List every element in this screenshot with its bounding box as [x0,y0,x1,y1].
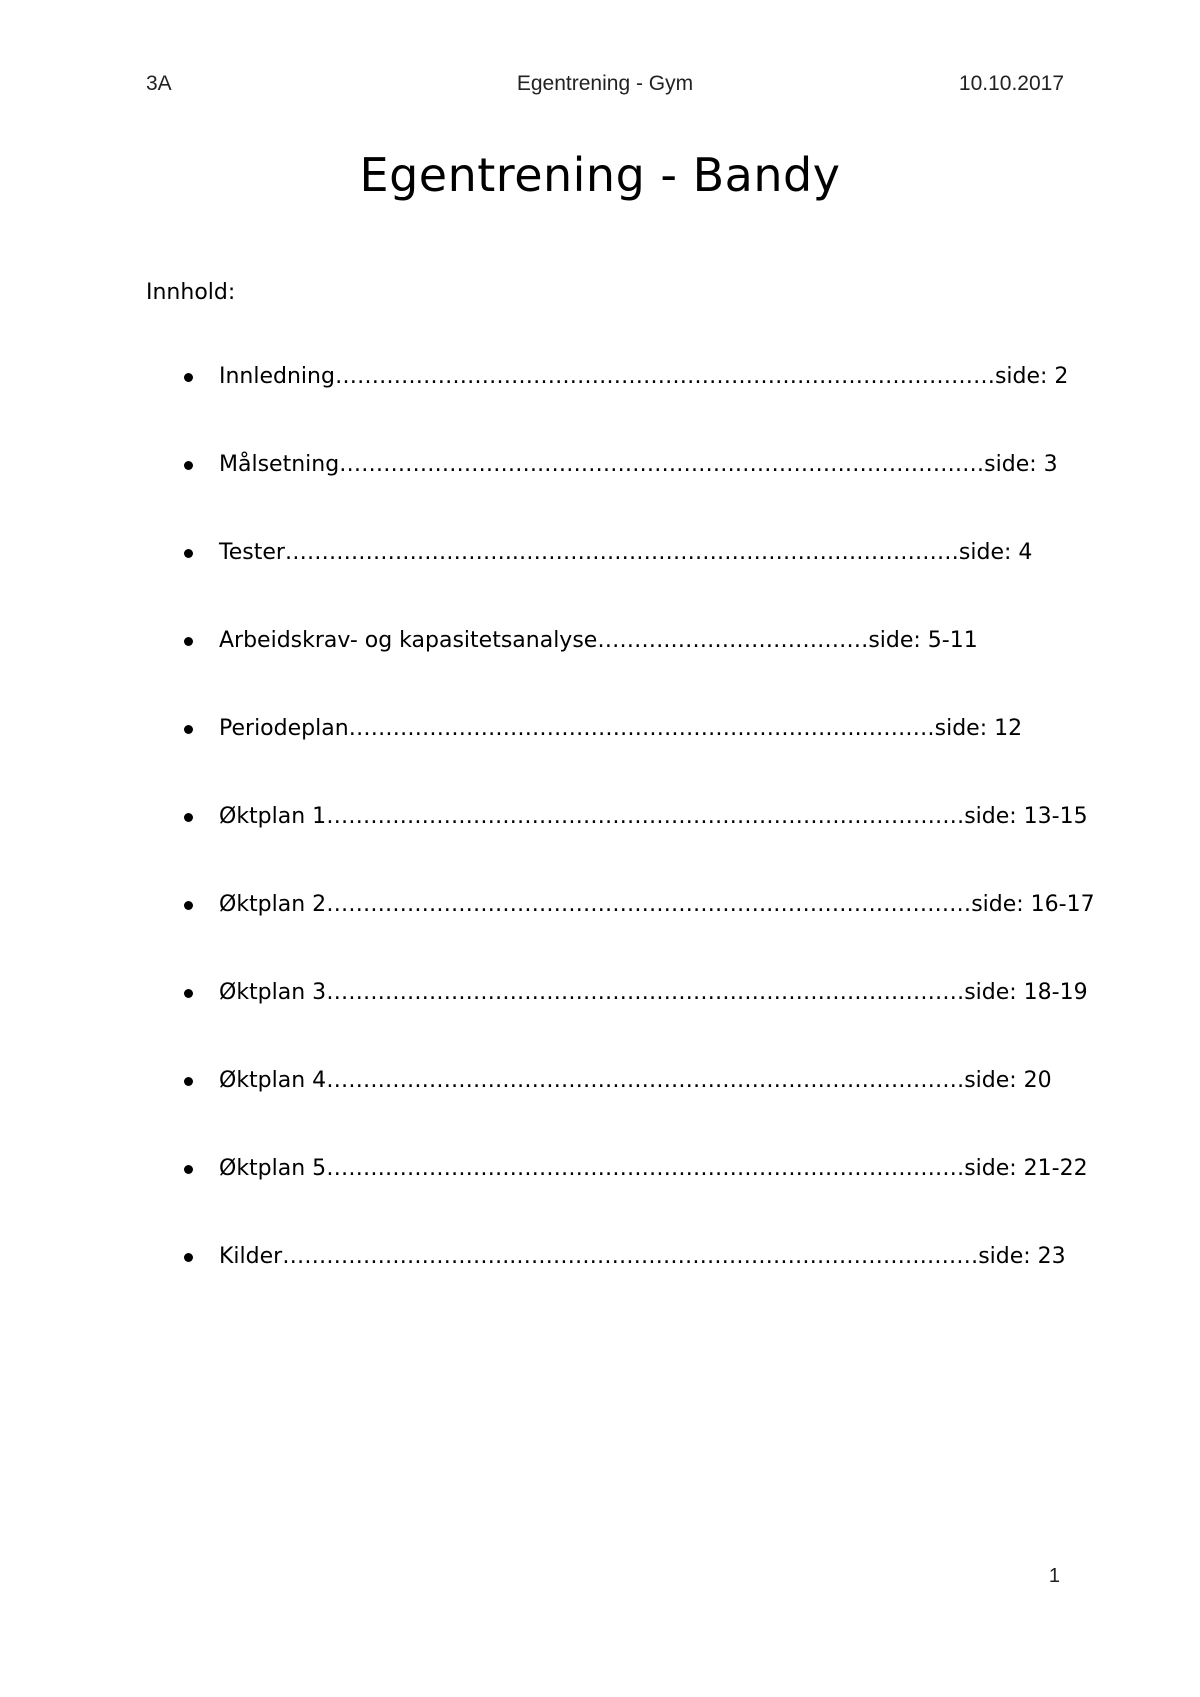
contents-label: Innhold: [146,280,236,305]
toc-label: Innledning [219,364,335,389]
toc-page-ref: side: 20 [964,1068,1052,1093]
toc-entry [219,1066,1052,1096]
toc-page-ref: side: 3 [984,452,1058,477]
bullet-icon [184,549,193,558]
bullet-icon [184,637,193,646]
toc-label: Øktplan 5 [219,1156,327,1181]
header-subject: Egentrening - Gym [516,72,694,95]
header-date: 10.10.2017 [958,72,1064,95]
toc-leader-dots: ……….……………………… [597,628,869,653]
bullet-icon [184,901,193,910]
toc-leader-dots: …………………………..……………………………………………………… [282,1244,979,1269]
toc-label: Periodeplan [219,716,349,741]
toc-leader-dots: …………………………………………………………………………… [326,980,965,1005]
bullet-icon [184,1253,193,1262]
toc-label: Øktplan 3 [219,980,327,1005]
toc-entry [219,626,978,656]
toc-entry [219,802,1088,832]
page-number: 1 [1048,1565,1060,1587]
toc-page-ref: side: 5-11 [868,628,978,653]
toc-entry [219,978,1088,1008]
toc-label: Øktplan 2 [219,892,327,917]
header-class: 3A [146,72,172,95]
toc-entry [219,450,1058,480]
toc-page-ref: side: 4 [958,540,1033,565]
bullet-icon [184,461,193,470]
toc-leader-dots: …………………………………………………………………………… [326,804,965,829]
bullet-icon [184,373,193,382]
toc-entry [219,714,1022,744]
toc-label: Øktplan 1 [219,804,327,829]
toc-page-ref: side: 2 [994,364,1069,389]
toc-page-ref: side: 12 [934,716,1023,741]
toc-leader-dots: …………………………………………………….……………………… [326,892,972,917]
bullet-icon [184,1077,193,1086]
toc-page-ref: side: 13-15 [964,804,1088,829]
toc-page-ref: side: 16-17 [971,892,1095,917]
toc-leader-dots: …………………………………………………………………………… [326,1068,965,1093]
toc-page-ref: side: 18-19 [964,980,1088,1005]
document-title: Egentrening - Bandy [359,148,841,202]
toc-leader-dots: ……………………………………………………………………………… [334,364,995,389]
toc-entry [219,362,1068,392]
toc-page-ref: side: 23 [978,1244,1066,1269]
toc-label: Arbeidskrav- og kapasitetsanalyse [219,628,598,653]
toc-label: Kilder [219,1244,283,1269]
toc-entry [219,1242,1066,1272]
toc-label: Tester [219,540,285,565]
bullet-icon [184,1165,193,1174]
page-header [146,72,1064,102]
toc-leader-dots: …………………………………………………………………………… [326,1156,965,1181]
toc-entry [219,1154,1088,1184]
toc-entry [219,538,1032,568]
bullet-icon [184,725,193,734]
toc-label: Øktplan 4 [219,1068,327,1093]
toc-leader-dots: …………………………..…………………………………………………… [284,540,959,565]
bullet-icon [184,989,193,998]
toc-entry [219,890,1095,920]
toc-page-ref: side: 21-22 [964,1156,1088,1181]
bullet-icon [184,813,193,822]
toc-label: Målsetning [219,452,340,477]
toc-leader-dots: ……………………….…………………………………………………… [339,452,985,477]
toc-leader-dots: ……………………………………………………………..……… [348,716,935,741]
